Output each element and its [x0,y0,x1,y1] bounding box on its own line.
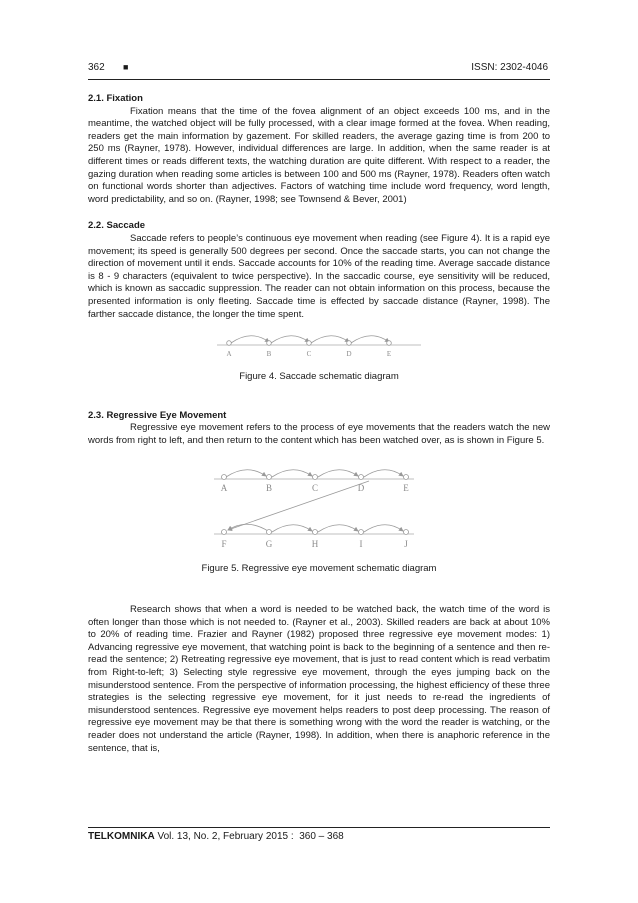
fig5-arrow-de [364,470,403,477]
fig5-node-e [404,475,409,480]
fig4-arrow-de [351,336,389,343]
fig5-arrow-ij [364,525,403,532]
fig5-node-d [359,475,364,480]
fig5-arrow-cd [318,470,358,477]
fig4-node-d [347,341,352,346]
fig5-arrow-ab [226,470,266,477]
fig5-label-i: I [359,539,363,550]
fig4-arrow-ab [231,336,269,343]
issn-label: ISSN: 2302-4046 [471,62,548,73]
fig5-node-a [222,475,227,480]
main-content [88,93,550,755]
fig5-label-g: G [265,539,273,550]
fig5-node-g [267,530,272,535]
section-heading-saccade: 2.2. Saccade [88,220,146,232]
fig5-arrow-bc [272,470,312,477]
fig4-node-e [387,341,392,346]
paragraph-fixation: Fixation means that the time of the fovea alignment of an object exceeds 100 ms, and in the meantime, the watched object will be fully processed, with a clear image formed at the fovea. When reading, readers get the main information by gazement. For skilled readers, the average gazing time is from 200 to 250 ms (Rayner, 1978). However, individual differences are large. In addition, when the same reader is at different times or reads different texts, the watching duration are quite different. With respect to a reader, the gazing duration when reading some articles is between 100 and 500 ms (Rayner, 1978). Readers often watch on functional words shorter than adjectives. Factors of watching time include word frequency, word length, word predictability, and so on. (Rayner, 1998; see Townsend & Bever, 2001) [88,105,550,205]
fig4-label-e: E [386,350,392,359]
square-marker-icon: ■ [123,62,129,72]
section-heading-fixation: 2.1. Fixation [88,93,143,104]
fig5-label-a: A [220,483,228,494]
fig4-arrow-cd [311,336,349,343]
page-footer [88,831,344,842]
paragraph-regressive: Regressive eye movement refers to the process of eye movements that the readers watch the new words from right to left, and then return to the content which has been watched over, as is shown in Figure 5. [88,422,550,446]
fig4-arrow-bc [271,336,309,343]
page-header [88,62,550,76]
fig5-label-j: J [404,539,408,550]
fig5-label-h: H [311,539,319,550]
header-rule [88,79,550,80]
figure-4 [88,331,550,384]
section-heading-regressive: 2.3. Regressive Eye Movement [88,409,227,421]
figure-5 [88,461,550,576]
fig5-label-e: E [403,483,409,494]
fig5-node-j [404,530,409,535]
fig5-label-b: B [265,483,273,494]
journal-details: Vol. 13, No. 2, February 2015 : 360 – 368 [154,831,344,842]
fig4-label-d: D [346,350,352,359]
fig5-node-f [222,530,227,535]
fig5-node-b [267,475,272,480]
paragraph-research: Research shows that when a word is needed to be watched back, the watch time of the word is often longer than those which is not needed to. (Rayner et al., 2003). Skilled readers are back at about 10% to 20% of reading time. Frazier and Rayner (1982) proposed three regressive eye movement modes: 1) Advancing regressive eye movement, that watching point is back to the beginning of a sentence and then re-read the sentence; 2) Retreating regressive eye movement, that is just to read content which is read verbatim from Right-to-left; 3) Selecting style regressive eye movement, through the eyes jumping back on the misunderstood sentence. From the perspective of information processing, the highest efficiency of these three strategies is the selecting regressive eye movement, for it just needs to re-read the ingredients of misunderstood sentences. Regressive eye movement helps readers to post deep processing. The reason of regressive eye movement may be that there is something wrong with the word the reader is watching, or the reader does not understand the article (Rayner, 1998). In addition, when there is anaphoric reference in the sentence, that is, [88,604,550,754]
fig4-node-a [227,341,232,346]
fig5-label-f: F [221,539,227,550]
regressive-diagram [209,461,429,553]
footer-rule [88,827,550,828]
fig5-node-i [359,530,364,535]
saccade-diagram [209,331,429,365]
paragraph-saccade: Saccade refers to people’s continuous eye movement when reading (see Figure 4). It is a rapid eye movement; its speed is generally 500 degrees per second. Once the saccade starts, you can not change the direction of movement until it ends. Saccade accounts for 10% of the reading time. Average saccade distance is 8 - 9 characters (equivalent to twice perspective). In the saccadic course, eye sensitivity will be reduced, which is known as saccadic suppression. The reader can not obtain information on this process, because the presented information is only fleeting. Saccade time is effected by saccade distance (Rayner, 1998). The farther saccade distance, the longer the time spent. [88,232,550,320]
fig5-arrow-gh [272,525,312,532]
figure-4-caption: Figure 4. Saccade schematic diagram [239,371,399,383]
fig5-node-h [313,530,318,535]
figure-5-caption: Figure 5. Regressive eye movement schematic diagram [201,563,437,575]
fig4-label-c: C [306,350,312,359]
fig5-label-c: C [311,483,319,494]
fig5-node-c [313,475,318,480]
fig4-node-b [267,341,272,346]
page-number: 362 [88,62,105,73]
fig4-label-a: A [226,350,232,359]
fig4-label-b: B [266,350,272,359]
fig5-arrow-hi [318,525,358,532]
fig5-return-arrow [228,481,369,530]
journal-name: TELKOMNIKA [88,831,155,842]
fig4-node-c [307,341,312,346]
fig5-label-d: D [357,483,365,494]
